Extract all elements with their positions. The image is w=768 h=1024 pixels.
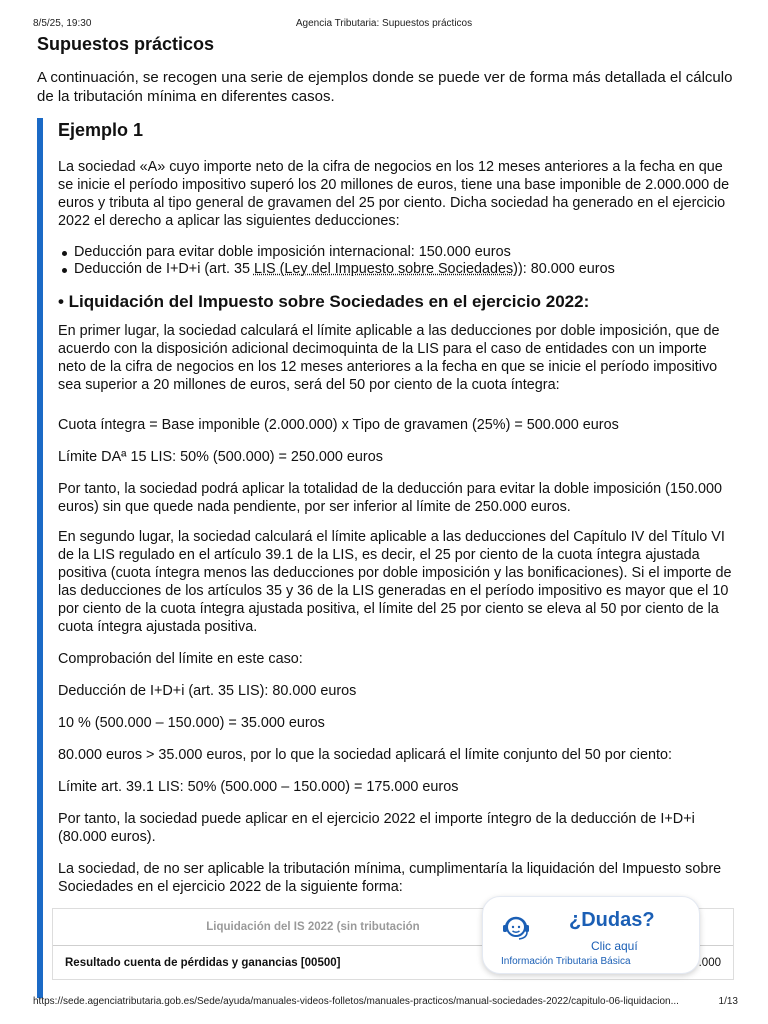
deduction-text-pre: Deducción de I+D+i (art. 35: [74, 261, 254, 277]
help-widget-title: ¿Dudas?: [569, 909, 655, 931]
lis-abbreviation-link[interactable]: LIS (Ley del Impuesto sobre Sociedades): [253, 261, 518, 277]
example-1-box: [37, 118, 737, 998]
deduction-item: [58, 261, 738, 278]
print-datetime: 8/5/25, 19:30: [33, 18, 92, 29]
deduction-item: [58, 244, 738, 261]
paragraph-comparison: 80.000 euros > 35.000 euros, por lo que la sociedad aplicará el límite conjunto del 50 por ciento:: [58, 747, 673, 763]
help-widget-click: Clic aquí: [591, 939, 638, 953]
print-url: https://sede.agenciatributaria.gob.es/Sede/ayuda/manuales-videos-folletos/manuales-practicos/manual-sociedades-2022/capitulo-06-liquidacion...: [33, 996, 679, 1007]
paragraph-limit-double-taxation: En primer lugar, la sociedad calculará el límite aplicable a las deducciones por doble imposición, que de acuerdo con la disposición adicional decimoquinta de la LIS para el caso de entidades con un importe neto de la cifra de negocios en los 12 meses anteriores a la fecha en que se inicie el período impositivo sea superior a 20 millones de euros, será del 50 por ciento de la cuota íntegra:: [58, 323, 720, 393]
paragraph-idi-deduction: Deducción de I+D+i (art. 35 LIS): 80.000 euros: [58, 683, 357, 699]
example-title: Ejemplo 1: [58, 120, 144, 140]
example-statement: La sociedad «A» cuyo importe neto de la cifra de negocios en los 12 meses anteriores a la fecha en que se inicie el período impositivo superó los 20 millones de euros, tiene una base imponible de 2.000.000 de euros y tributa al tipo general de gravamen del 25 por ciento. Dicha sociedad ha generado en el ejercicio 2022 el derecho a aplicar las siguientes deducciones:: [58, 159, 730, 229]
print-footer: [0, 994, 768, 1010]
paragraph-check-limit: Comprobación del límite en este caso:: [58, 651, 303, 667]
paragraph-ten-percent: 10 % (500.000 – 150.000) = 35.000 euros: [58, 715, 325, 731]
paragraph-cuota-integra: Cuota íntegra = Base imponible (2.000.000) x Tipo de gravamen (25%) = 500.000 euros: [58, 417, 619, 433]
table-row-value: .000: [698, 957, 721, 969]
paragraph-idi-applied: Por tanto, la sociedad puede aplicar en el ejercicio 2022 el importe íntegro de la deducción de I+D+i (80.000 euros).: [58, 811, 695, 845]
paragraph-limit-chapter-iv: En segundo lugar, la sociedad calculará el límite aplicable a las deducciones del Capítulo IV del Título VI de la LIS regulado en el artículo 39.1 de la LIS, es decir, el 25 por ciento de la cuota íntegra ajustada positiva (cuota íntegra menos las deducciones por doble imposición y las bonificaciones). Si el importe de las deducciones de los artículos 35 y 36 de la LIS generadas en el período impositivo es mayor que el 10 por ciento de la cuota íntegra ajustada positiva, el límite del 25 por ciento se eleva al 50 por ciento de la cuota íntegra ajustada positiva.: [58, 529, 732, 635]
help-widget-button[interactable]: [482, 896, 700, 974]
deduction-text-post: ): 80.000 euros: [517, 261, 615, 277]
paragraph-liquidation-intro: La sociedad, de no ser aplicable la tributación mínima, cumplimentaría la liquidación del Impuesto sobre Sociedades en el ejercicio 2022 de la siguiente forma:: [58, 861, 722, 895]
intro-paragraph: A continuación, se recogen una serie de ejemplos donde se puede ver de forma más detallada el cálculo de la tributación mínima en diferentes casos.: [37, 69, 733, 105]
print-page-number: 1/13: [718, 996, 738, 1007]
table-row-label: Resultado cuenta de pérdidas y ganancias [00500]: [65, 957, 341, 969]
paragraph-limite-39-1: Límite art. 39.1 LIS: 50% (500.000 – 150.000) = 175.000 euros: [58, 779, 459, 795]
page-title: Supuestos prácticos: [37, 34, 215, 54]
print-header: [0, 14, 768, 34]
paragraph-double-taxation-applied: Por tanto, la sociedad podrá aplicar la totalidad de la deducción para evitar la doble imposición (150.000 euros) sin que quede nada pendiente, por ser inferior al límite de 250.000 euros.: [58, 481, 722, 515]
help-widget-info: Información Tributaria Básica: [501, 956, 631, 967]
deductions-list: [58, 244, 738, 278]
agent-headset-icon: [499, 911, 533, 945]
table-caption: Liquidación del IS 2022 (sin tributación: [206, 921, 420, 933]
print-title: Agencia Tributaria: Supuestos prácticos: [295, 18, 473, 29]
deduction-text: Deducción para evitar doble imposición internacional: 150.000 euros: [74, 244, 511, 260]
paragraph-limite-da15: Límite DAª 15 LIS: 50% (500.000) = 250.000 euros: [58, 449, 383, 465]
liquidation-heading: • Liquidación del Impuesto sobre Sociedades en el ejercicio 2022:: [58, 292, 590, 311]
